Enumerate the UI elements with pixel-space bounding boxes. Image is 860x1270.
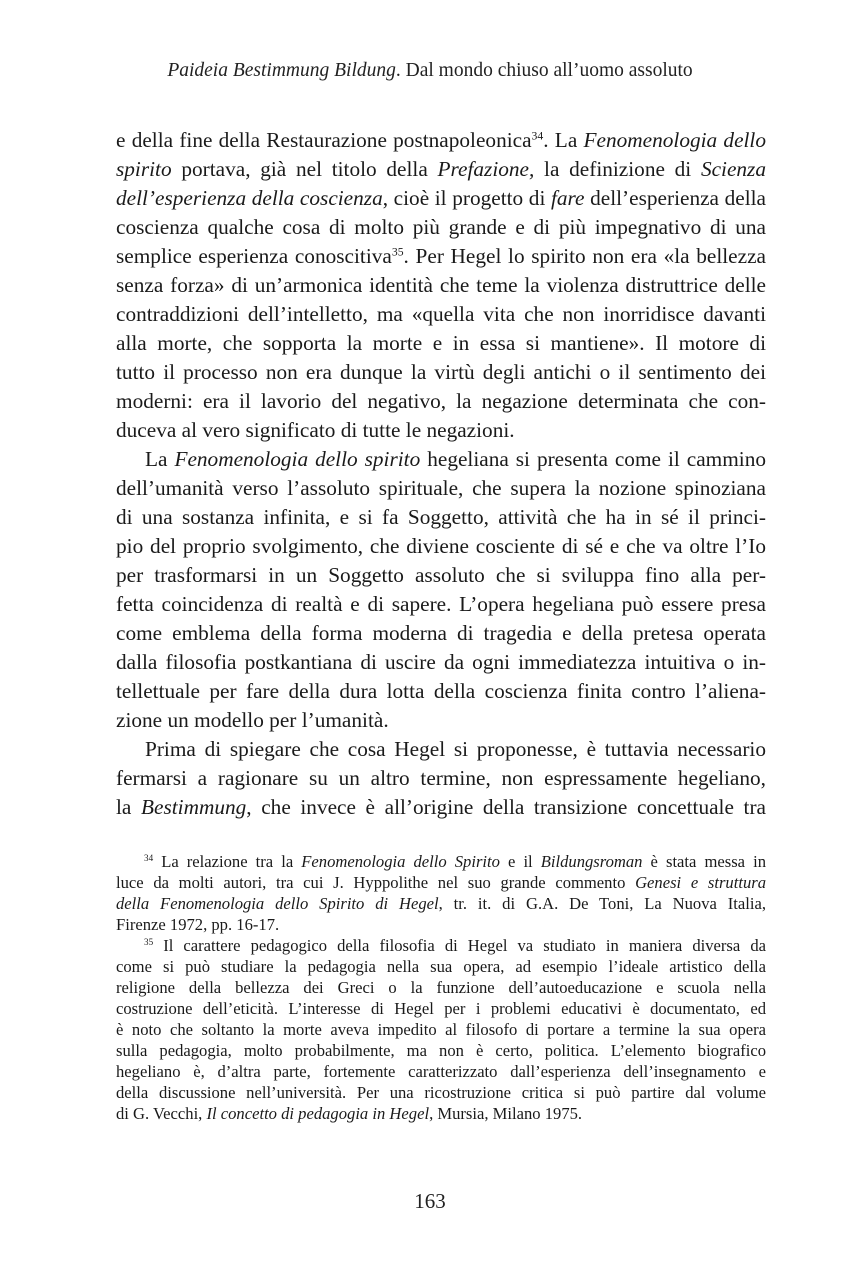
- footnote-line: [116, 1103, 766, 1124]
- text-run: religione della bellezza dei Greci o la funzione dell’autoeducazione e scuola nella: [116, 978, 766, 997]
- italic-text: spirito: [116, 157, 172, 181]
- footnote-reference: 34: [144, 853, 154, 864]
- body-line: [116, 793, 766, 822]
- text-run: senza forza» di un’armonica identità che teme la violenza distruttrice delle: [116, 273, 766, 297]
- text-run: di G. Vecchi,: [116, 1104, 207, 1123]
- text-run: hegeliana si presenta come il cammino: [420, 447, 766, 471]
- footnote-35: [116, 935, 766, 1124]
- footnote-line: [116, 1019, 766, 1040]
- body-line: [116, 561, 766, 590]
- footnotes: [116, 851, 766, 1124]
- body-line: [116, 590, 766, 619]
- text-run: hegeliano è, d’altra parte, fortemente caratterizzato dall’esperienza dell’insegnamento e: [116, 1062, 766, 1081]
- italic-text: Bestimmung: [140, 795, 247, 819]
- footnote-line: [116, 851, 766, 872]
- page-number: 163: [414, 1189, 446, 1213]
- italic-text: Fenomenologia dello: [583, 128, 767, 152]
- body-line: [116, 735, 766, 764]
- body-line: [116, 416, 766, 445]
- body-line: [116, 126, 766, 155]
- text-run: Il carattere pedagogico della filosofia di Hegel va studiato in maniera diversa da: [153, 936, 766, 955]
- text-run: duceva al vero significato di tutte le negazioni.: [116, 418, 515, 442]
- text-run: La: [145, 447, 175, 471]
- italic-text: Fenomenologia dello Spirito: [301, 852, 500, 871]
- text-run: della discussione nell’università. Per una ricostruzione critica si può partire dal volume: [116, 1083, 766, 1102]
- text-run: , che invece è all’origine della transizione concettuale tra: [246, 795, 766, 819]
- body-line: [116, 532, 766, 561]
- text-run: la: [116, 795, 141, 819]
- body-line: [116, 184, 766, 213]
- text-run: semplice esperienza conoscitiva: [116, 244, 392, 268]
- body-line: [116, 329, 766, 358]
- text-run: per trasformarsi in un Soggetto assoluto che si sviluppa fino alla per-: [116, 563, 766, 587]
- running-head: [0, 58, 860, 84]
- footnote-reference: 35: [144, 937, 154, 948]
- italic-text: Fenomenologia dello spirito: [174, 447, 421, 471]
- footnote-line: [116, 998, 766, 1019]
- text-run: alla morte, che sopporta la morte e in essa si mantiene». Il motore di: [116, 331, 766, 355]
- footnote-line: [116, 977, 766, 998]
- text-run: , cioè il progetto di: [382, 186, 551, 210]
- body-line: [116, 242, 766, 271]
- text-run: dell’esperienza della: [584, 186, 767, 210]
- footnote-reference: 34: [531, 129, 544, 143]
- footnote-line: [116, 1082, 766, 1103]
- text-run: . La: [543, 128, 584, 152]
- text-run: luce da molti autori, tra cui J. Hyppolithe nel suo grande commento: [116, 873, 636, 892]
- footnote-line: [116, 1061, 766, 1082]
- italic-text: Genesi e struttura: [635, 873, 767, 892]
- text-run: La relazione tra la: [153, 852, 302, 871]
- footnote-line: [116, 935, 766, 956]
- text-run: come emblema della forma moderna di tragedia e della pretesa operata: [116, 621, 766, 645]
- footnote-reference: 35: [391, 245, 404, 259]
- text-run: di una sostanza infinita, e si fa Soggetto, attività che ha in sé il princi-: [116, 505, 766, 529]
- body-line: [116, 764, 766, 793]
- text-run: sulla pedagogia, molto probabilmente, ma non è certo, politica. L’elemento biografico: [116, 1041, 766, 1060]
- text-run: . Per Hegel lo spirito non era «la bellezza: [403, 244, 766, 268]
- text-run: , tr. it. di G.A. De Toni, La Nuova Italia,: [438, 894, 766, 913]
- body-line: [116, 619, 766, 648]
- text-run: moderni: era il lavorio del negativo, la negazione determinata che con-: [116, 389, 766, 413]
- body-line: [116, 474, 766, 503]
- italic-text: dell’esperienza della coscienza: [116, 186, 383, 210]
- body-line: [116, 445, 766, 474]
- italic-text: fare: [550, 186, 585, 210]
- text-run: portava, già nel titolo della: [171, 157, 438, 181]
- running-head-subtitle: . Dal mondo chiuso all’uomo assoluto: [395, 60, 693, 81]
- text-run: Prima di spiegare che cosa Hegel si proponesse, è tuttavia necessario: [145, 737, 766, 761]
- body-line: [116, 213, 766, 242]
- text-run: fetta coincidenza di realtà e di sapere. L’opera hegeliana può essere presa: [116, 592, 766, 616]
- italic-text: Il concetto di pedagogia in Hegel: [206, 1104, 430, 1123]
- text-run: contraddizioni dell’intelletto, ma «quella vita che non inorridisce davanti: [116, 302, 766, 326]
- body-line: [116, 271, 766, 300]
- text-run: fermarsi a ragionare su un altro termine, non espressamente hegeliano,: [116, 766, 766, 790]
- body-text: [116, 126, 766, 822]
- text-run: tellettuale per fare della dura lotta della coscienza finita contro l’aliena-: [116, 679, 766, 703]
- running-head-book-title: Paideia Bestimmung Bildung: [167, 60, 396, 81]
- footnote-line: [116, 1040, 766, 1061]
- body-line: [116, 300, 766, 329]
- italic-text: Prefazione,: [437, 157, 535, 181]
- text-run: tutto il processo non era dunque la virtù degli antichi o il sentimento dei: [116, 360, 766, 384]
- body-line: [116, 387, 766, 416]
- text-run: è stata messa in: [642, 852, 766, 871]
- body-line: [116, 358, 766, 387]
- body-line: [116, 155, 766, 184]
- italic-text: Bildungsroman: [540, 852, 643, 871]
- text-run: Firenze 1972, pp. 16-17.: [116, 915, 280, 934]
- footnote-line: [116, 956, 766, 977]
- text-run: la definizione di: [534, 157, 701, 181]
- italic-text: della Fenomenologia dello Spirito di Hegel: [116, 894, 439, 913]
- text-run: e il: [499, 852, 541, 871]
- footnote-line: [116, 872, 766, 893]
- body-line: [116, 706, 766, 735]
- footnote-line: [116, 893, 766, 914]
- text-run: dalla filosofia postkantiana di uscire da ogni immediatezza intuitiva o in-: [116, 650, 766, 674]
- body-line: [116, 677, 766, 706]
- text-run: come si può studiare la pedagogia nella sua opera, ad esempio l’ideale artistico della: [116, 957, 766, 976]
- text-run: e della fine della Restaurazione postnapoleonica: [116, 128, 532, 152]
- footnote-line: [116, 914, 766, 935]
- text-run: pio del proprio svolgimento, che diviene cosciente di sé e che va oltre l’Io: [116, 534, 766, 558]
- footnote-34: [116, 851, 766, 935]
- body-line: [116, 503, 766, 532]
- text-run: zione un modello per l’umanità.: [116, 708, 389, 732]
- text-run: è noto che soltanto la morte aveva impedito al filosofo di portare a termine la sua opera: [116, 1020, 766, 1039]
- text-run: dell’umanità verso l’assoluto spirituale, che supera la nozione spinoziana: [116, 476, 766, 500]
- text-run: , Mursia, Milano 1975.: [429, 1104, 583, 1123]
- text-run: costruzione dell’eticità. L’interesse di Hegel per i problemi educativi è documentato, ed: [116, 999, 766, 1018]
- italic-text: Scienza: [700, 157, 766, 181]
- body-line: [116, 648, 766, 677]
- text-run: coscienza qualche cosa di molto più grande e di più impegnativo di una: [116, 215, 766, 239]
